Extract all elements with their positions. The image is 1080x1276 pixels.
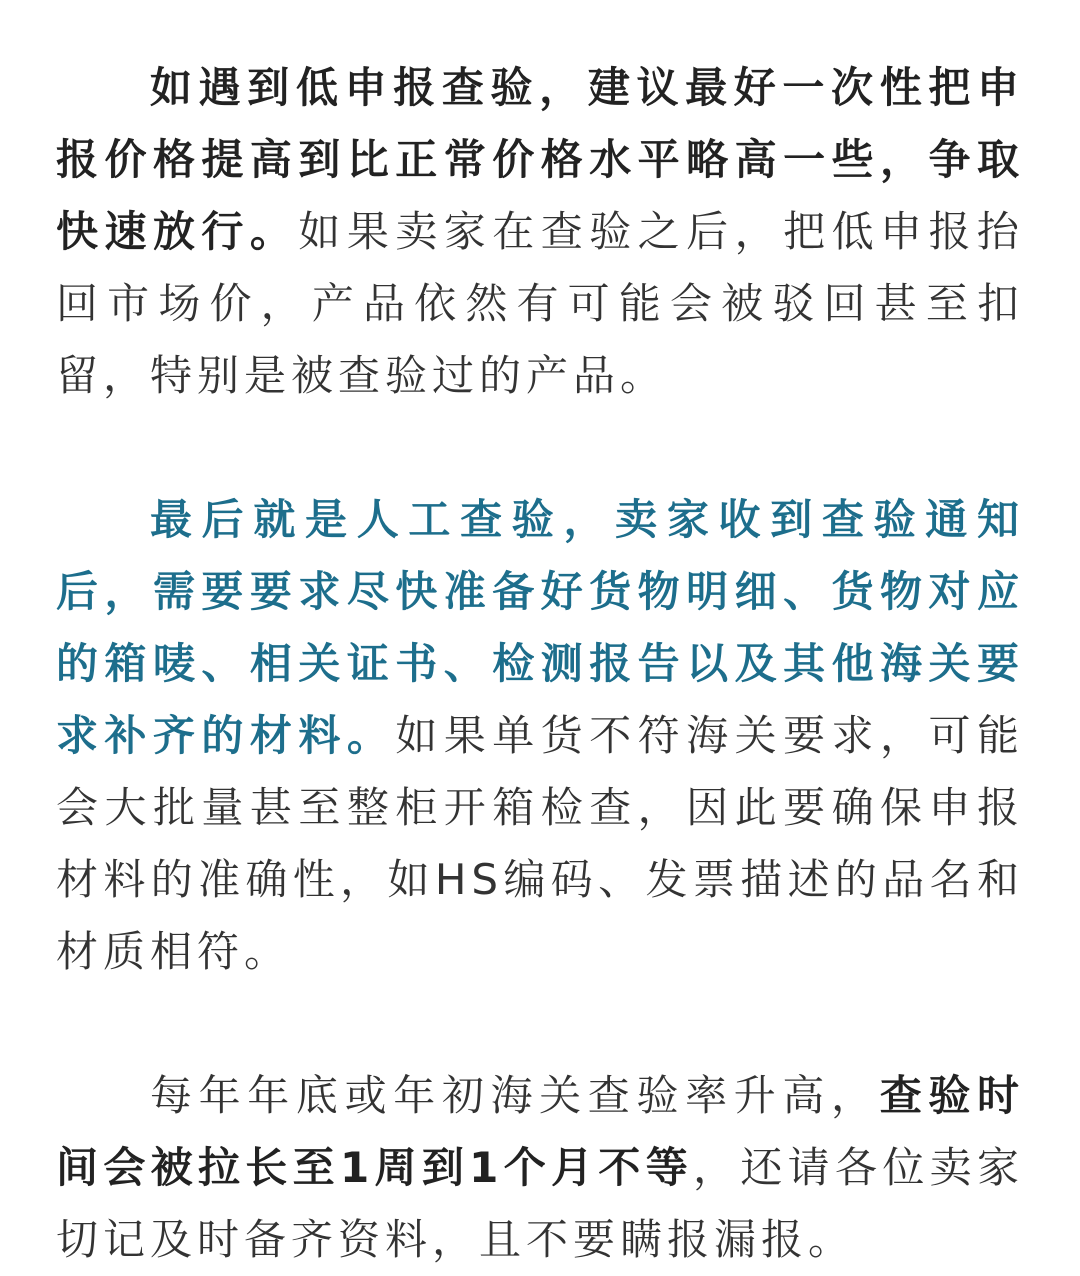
paragraph-2-text: 如果单货不符海关要求，可能会大批量甚至整柜开箱检查，因此要确保申报材料的准确性，如HS编码、发票描述的品名和材质相符。 [56,711,1024,976]
article-body [56,52,1024,1276]
paragraph-3-text-before: 每年年底或年初海关查验率升高， [150,1071,880,1120]
paragraph-year-end-inspection [56,1060,1024,1276]
paragraph-manual-inspection [56,484,1024,988]
paragraph-3-text-after: ，还请各位卖家切记及时备齐资料，且不要瞒报漏报。 [56,1143,1024,1264]
paragraph-1-text: 如果卖家在查验之后，把低申报抬回市场价，产品依然有可能会被驳回甚至扣留，特别是被查验过的产品。 [56,207,1024,400]
paragraph-3-emphasis: 查验时间会被拉长至1周到1个月不等 [56,1071,1024,1192]
paragraph-low-declaration [56,52,1024,412]
paragraph-1-emphasis: 如遇到低申报查验，建议最好一次性把申报价格提高到比正常价格水平略高一些，争取快速放行。 [56,63,1024,256]
paragraph-2-emphasis: 最后就是人工查验，卖家收到查验通知后，需要要求尽快准备好货物明细、货物对应的箱唛、相关证书、检测报告以及其他海关要求补齐的材料。 [56,495,1024,760]
